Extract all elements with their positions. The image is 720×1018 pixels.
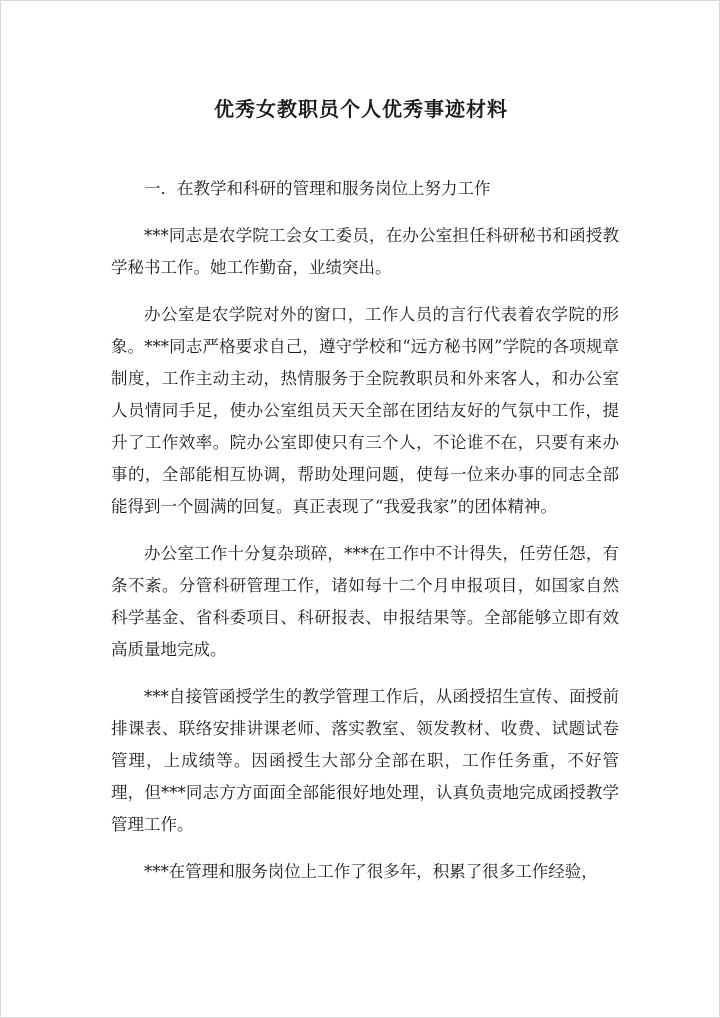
body-paragraph: ***同志是农学院工会女工委员，在办公室担任科研秘书和函授教学秘书工作。她工作勤奋，业绩突出。 (111, 226, 619, 277)
body-paragraph: 办公室工作十分复杂琐碎，***在工作中不计得失，任劳任怨，有条不紊。分管科研管理工作，诸如每十二个月申报项目，如国家自然科学基金、省科委项目、科研报表、申报结果等。全部能够立即有效高质量地完成。 (111, 544, 619, 659)
document-body (111, 173, 619, 903)
body-paragraph: 办公室是农学院对外的窗口，工作人员的言行代表着农学院的形象。***同志严格要求自己，遵守学校和“远方秘书网”学院的各项规章制度，工作主动主动，热情服务于全院教职员和外来客人，和办公室人员情同手足，使办公室组员天天全部在团结友好的气氛中工作，提升了工作效率。院办公室即使只有三个人，不论谁不在，只要有来办事的，全部能相互协调，帮助处理问题，使每一位来办事的同志全部能得到一个圆满的回复。真正表现了“我爱我家”的团体精神。 (111, 305, 619, 516)
document-title: 优秀女教职员个人优秀事迹材料 (214, 97, 508, 121)
section-heading: 一．在教学和科研的管理和服务岗位上努力工作 (144, 179, 491, 198)
body-paragraph: ***自接管函授学生的教学管理工作后，从函授招生宣传、面授前排课表、联络安排讲课老师、落实教室、领发教材、收费、试题试卷管理，上成绩等。因函授生大部分全部在职，工作任务重，不好管理，但***同志方方面面全部能很好地处理，认真负责地完成函授教学管理工作。 (111, 687, 619, 834)
body-paragraph: ***在管理和服务岗位上工作了很多年，积累了很多工作经验， (144, 862, 598, 881)
